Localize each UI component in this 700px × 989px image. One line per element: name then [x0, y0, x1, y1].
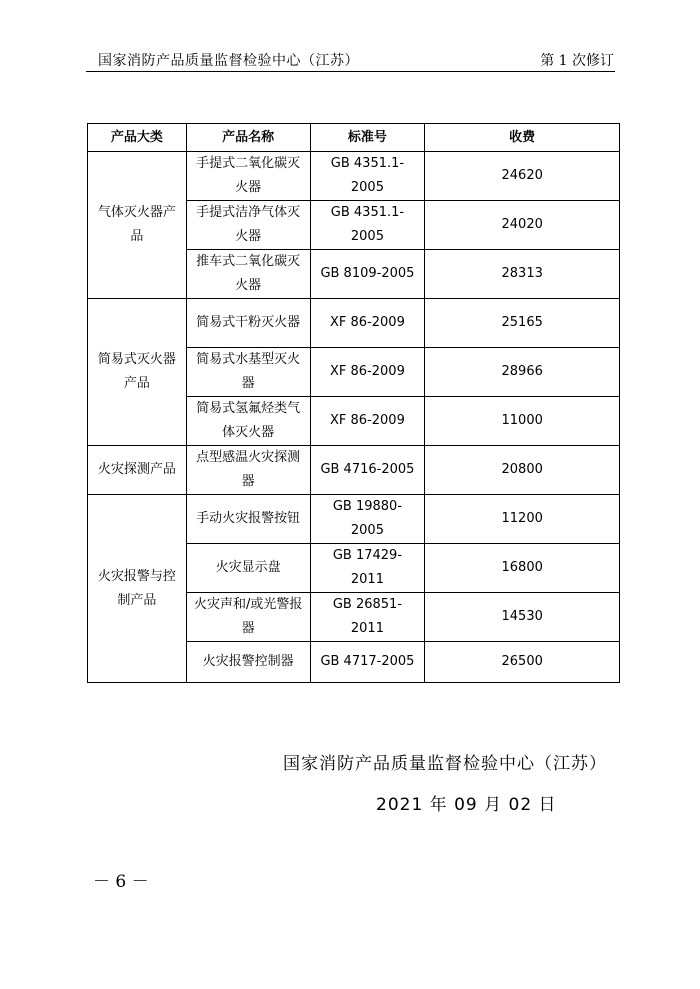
standard-cell: GB 4717-2005 [310, 642, 425, 683]
header-title: 国家消防产品质量监督检验中心（江苏） [98, 53, 359, 69]
fee-cell: 16800 [425, 544, 620, 593]
product-name-cell: 简易式干粉灭火器 [186, 299, 310, 348]
fee-cell: 14530 [425, 593, 620, 642]
standard-cell: XF 86-2009 [310, 299, 425, 348]
column-header-product-name: 产品名称 [186, 124, 310, 152]
category-cell: 火灾报警与控制产品 [88, 495, 187, 683]
signature-organization: 国家消防产品质量监督检验中心（江苏） [283, 754, 607, 774]
standard-cell: GB 8109-2005 [310, 250, 425, 299]
column-header-fee: 收费 [425, 124, 620, 152]
standard-cell: GB 4351.1-2005 [310, 152, 425, 201]
fee-cell: 20800 [425, 446, 620, 495]
column-header-standard: 标准号 [310, 124, 425, 152]
header-revision: 第 1 次修订 [540, 53, 614, 69]
fee-table [87, 123, 620, 683]
product-name-cell: 简易式氢氟烃类气体灭火器 [186, 397, 310, 446]
product-name-cell: 火灾声和/或光警报器 [186, 593, 310, 642]
standard-cell: GB 26851-2011 [310, 593, 425, 642]
table-header-row [88, 124, 620, 152]
product-name-cell: 手动火灾报警按钮 [186, 495, 310, 544]
standard-cell: GB 4716-2005 [310, 446, 425, 495]
fee-cell: 26500 [425, 642, 620, 683]
table-row [88, 495, 620, 544]
header-divider [86, 71, 615, 72]
fee-cell: 11000 [425, 397, 620, 446]
column-header-category: 产品大类 [88, 124, 187, 152]
table-row [88, 152, 620, 201]
product-name-cell: 点型感温火灾探测器 [186, 446, 310, 495]
category-cell: 简易式灭火器产品 [88, 299, 187, 446]
product-name-cell: 手提式洁净气体灭火器 [186, 201, 310, 250]
table-row [88, 446, 620, 495]
fee-cell: 25165 [425, 299, 620, 348]
fee-cell: 28966 [425, 348, 620, 397]
fee-cell: 11200 [425, 495, 620, 544]
standard-cell: GB 17429-2011 [310, 544, 425, 593]
fee-cell: 24020 [425, 201, 620, 250]
product-name-cell: 火灾显示盘 [186, 544, 310, 593]
standard-cell: GB 19880-2005 [310, 495, 425, 544]
table-row [88, 299, 620, 348]
fee-cell: 28313 [425, 250, 620, 299]
standard-cell: XF 86-2009 [310, 397, 425, 446]
standard-cell: XF 86-2009 [310, 348, 425, 397]
signature-date: 2021 年 09 月 02 日 [376, 795, 557, 815]
product-name-cell: 推车式二氧化碳灭火器 [186, 250, 310, 299]
standard-cell: GB 4351.1-2005 [310, 201, 425, 250]
category-cell: 气体灭火器产品 [88, 152, 187, 299]
product-name-cell: 简易式水基型灭火器 [186, 348, 310, 397]
page-number: － 6 － [93, 872, 149, 892]
category-cell: 火灾探测产品 [88, 446, 187, 495]
product-name-cell: 火灾报警控制器 [186, 642, 310, 683]
fee-cell: 24620 [425, 152, 620, 201]
product-name-cell: 手提式二氧化碳灭火器 [186, 152, 310, 201]
